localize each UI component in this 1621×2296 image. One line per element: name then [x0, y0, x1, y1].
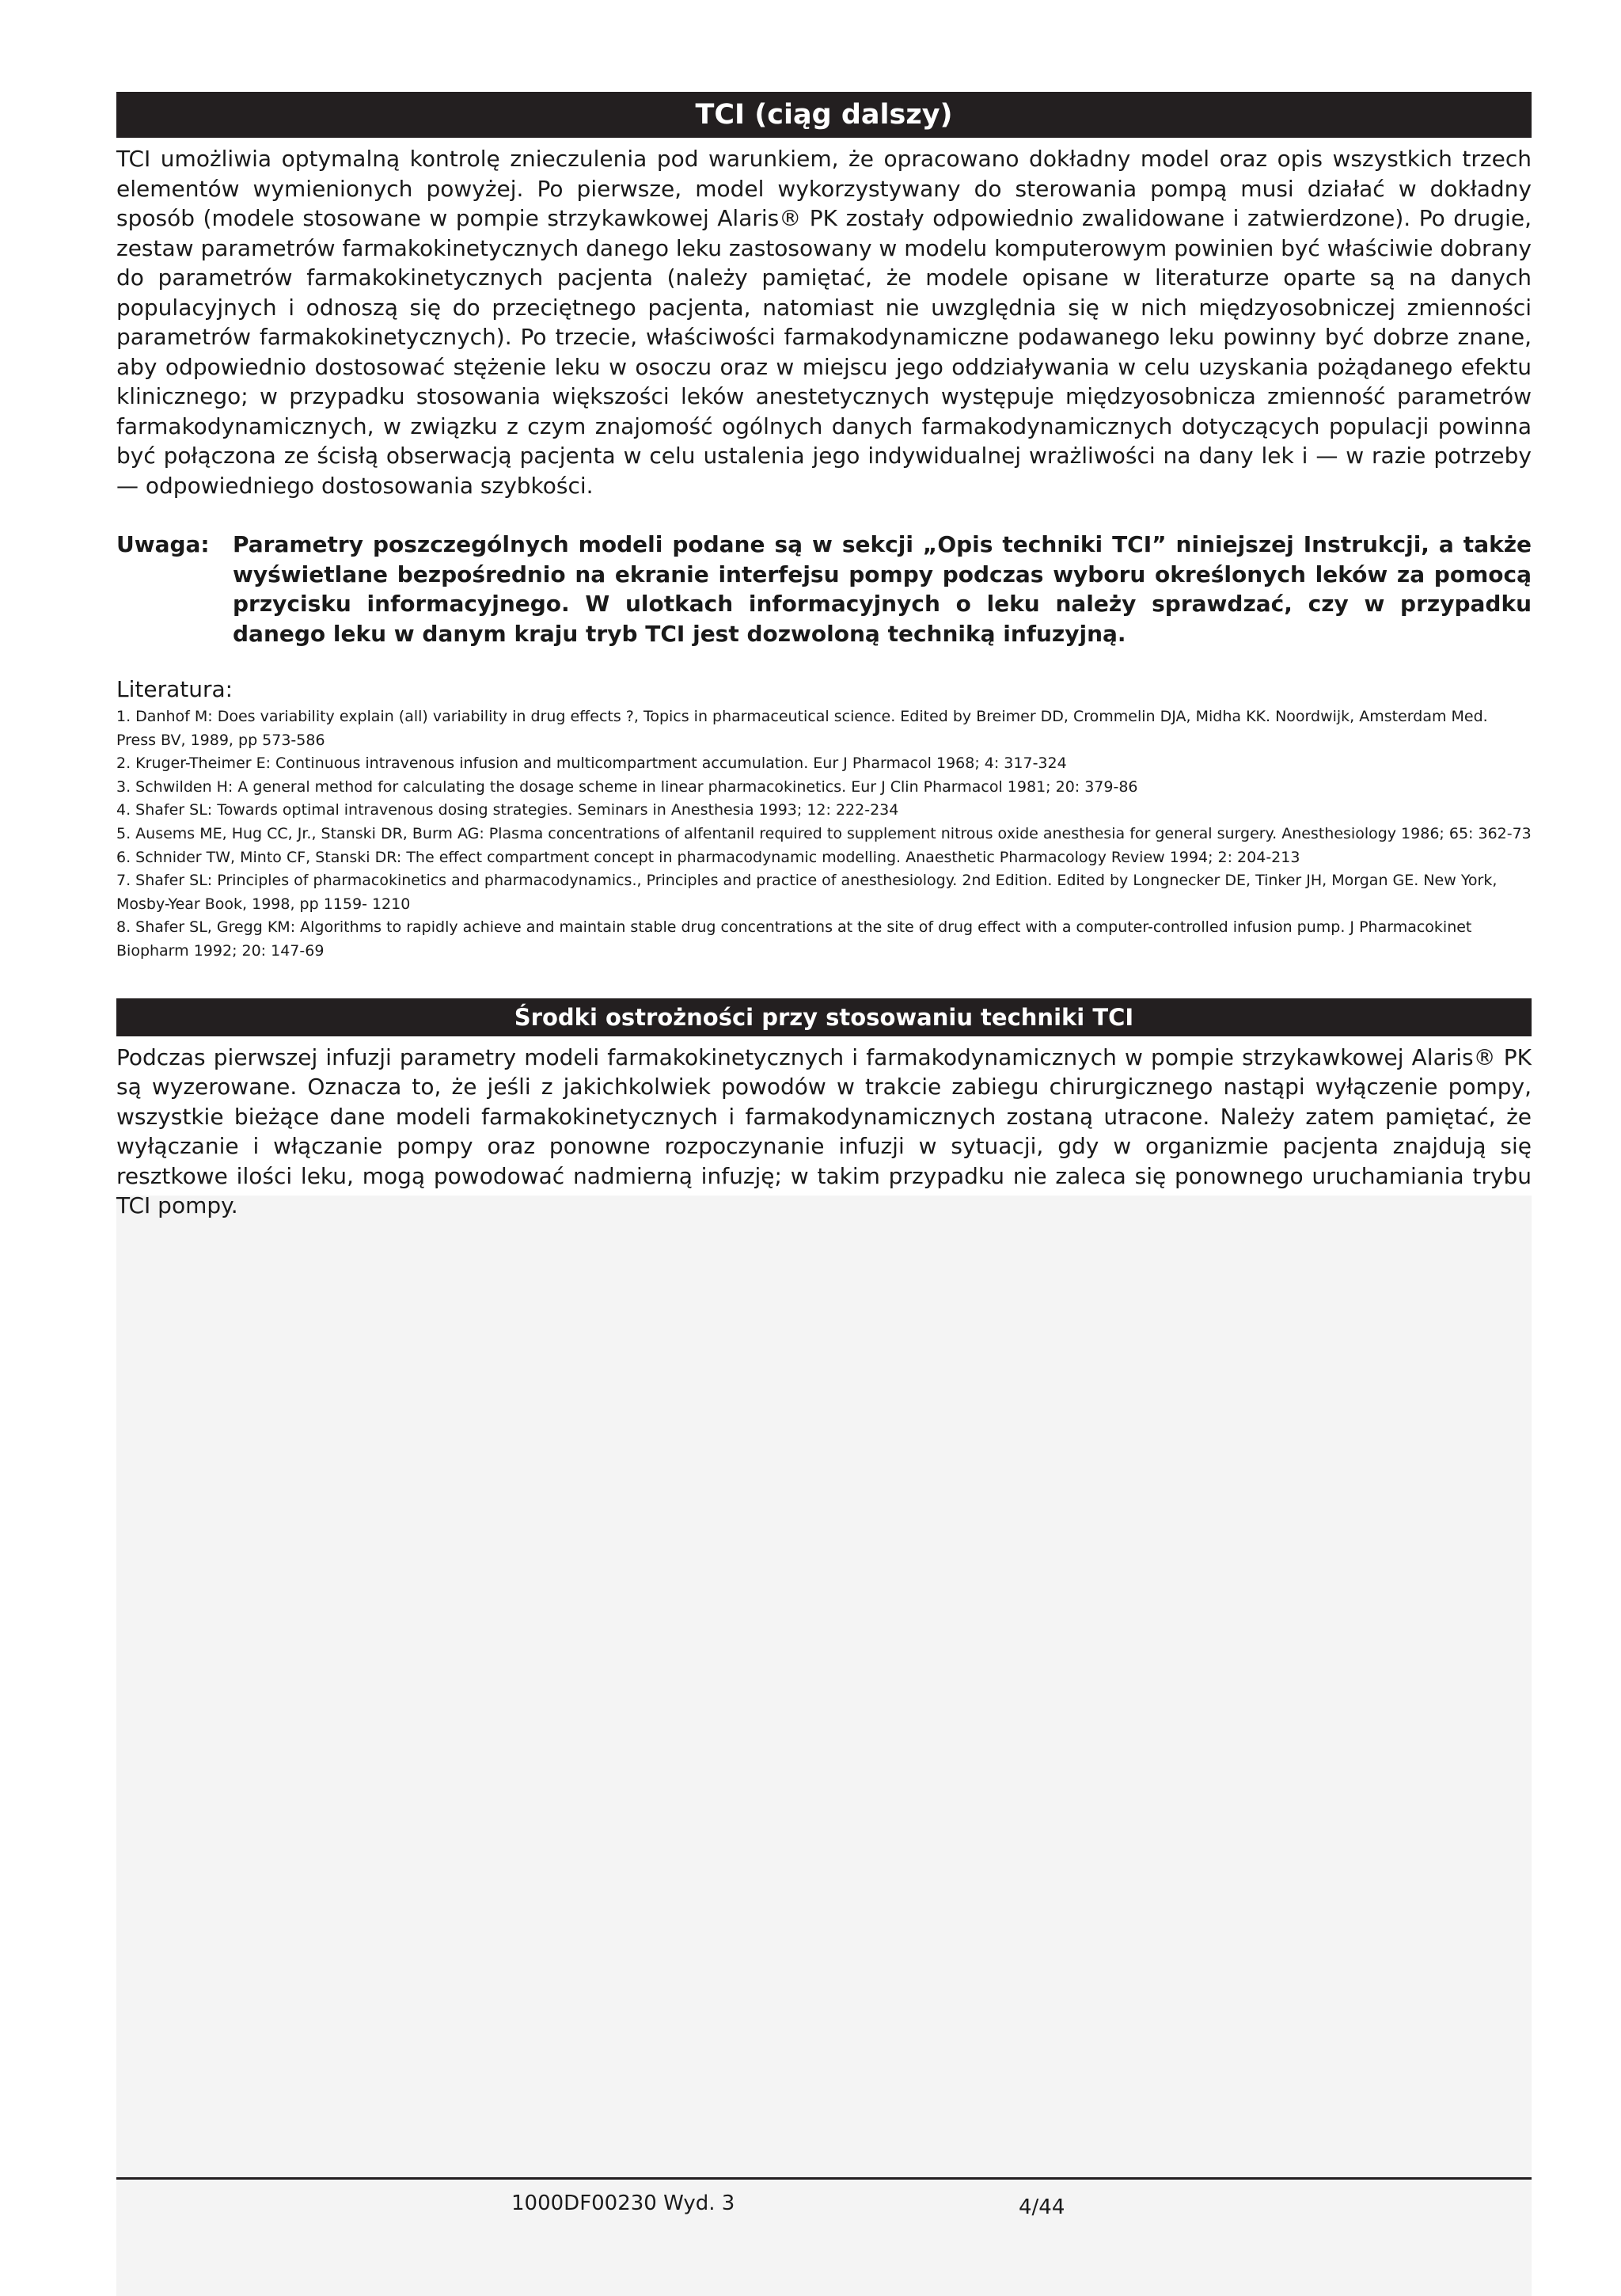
- footer-page-number: 4/44: [1019, 2195, 1065, 2219]
- page-content: [116, 92, 1532, 1221]
- references-heading: Literatura:: [116, 676, 233, 702]
- footer-document-id: 1000DF00230 Wyd. 3: [511, 2191, 735, 2215]
- note-text: Parametry poszczególnych modeli podane są w sekcji „Opis techniki TCI” niniejszej Instrukcji, a także wyświetlane bezpośrednio na ekranie interfejsu pompy podczas wyboru określonych leków za pomocą przycisku informacyjnego. W ulotkach informacyjnych o leku należy sprawdzać, czy w przypadku danego leku w danym kraju tryb TCI jest dozwoloną techniką infuzyjną.: [233, 531, 1532, 647]
- reference-item: 8. Shafer SL, Gregg KM: Algorithms to rapidly achieve and maintain stable drug concentrations at the site of drug effect with a computer-controlled infusion pump. J Pharmacokinet Biopharm 1992; 20: 147-69: [116, 918, 1472, 960]
- reference-item: 1. Danhof M: Does variability explain (all) variability in drug effects ?, Topics in pharmaceutical science. Edited by Breimer DD, Crommelin DJA, Midha KK. Noordwijk, Amsterdam Med. Press BV, 1989, pp 573-586: [116, 708, 1488, 749]
- section-title-precautions: Środki ostrożności przy stosowaniu techniki TCI: [116, 998, 1532, 1036]
- references-list: [116, 705, 1532, 964]
- tci-paragraph: TCI umożliwia optymalną kontrolę znieczulenia pod warunkiem, że opracowano dokładny model oraz opis wszystkich trzech elementów wymienionych powyżej. Po pierwsze, model wykorzystywany do sterowania pompą musi działać w dokładny sposób (modele stosowane w pompie strzykawkowej Alaris® PK zostały odpowiednio zwalidowane i zatwierdzone). Po drugie, zestaw parametrów farmakokinetycznych danego leku zastosowany w modelu komputerowym powinien być właściwie dobrany do parametrów farmakokinetycznych pacjenta (należy pamiętać, że modele opisane w literaturze oparte są na danych populacyjnych i odnoszą się do przeciętnego pacjenta, natomiast nie uwzględnia się w nich międzyosobniczej zmienności parametrów farmakokinetycznych). Po trzecie, właściwości farmakodynamiczne podawanego leku powinny być dobrze znane, aby odpowiednio dostosować stężenie leku w osoczu oraz w miejscu jego oddziaływania w celu uzyskania pożądanego efektu klinicznego; w przypadku stosowania większości leków anestetycznych występuje międzyosobnicza zmienność parametrów farmakodynamicznych, w związku z czym znajomość ogólnych danych farmakodynamicznych dotyczących populacji powinna być połączona ze ścisłą obserwacją pacjenta w celu ustalenia jego indywidualnej wrażliwości na dany lek i — w razie potrzeby — odpowiedniego dostosowania szybkości.: [116, 146, 1532, 499]
- precautions-paragraph: Podczas pierwszej infuzji parametry modeli farmakokinetycznych i farmakodynamicznych w pompie strzykawkowej Alaris® PK są wyzerowane. Oznacza to, że jeśli z jakichkolwiek powodów w trakcie zabiegu chirurgicznego nastąpi wyłączenie pompy, wszystkie bieżące dane modeli farmakokinetycznych i farmakodynamicznych zostaną utracone. Należy zatem pamiętać, że wyłączanie i włączanie pompy oraz ponowne rozpoczynanie infuzji w sytuacji, gdy w organizmie pacjenta znajdują się resztkowe ilości leku, mogą powodować nadmierną infuzję; w takim przypadku nie zaleca się ponownego uruchamiania trybu TCI pompy.: [116, 1043, 1532, 1219]
- reference-item: 6. Schnider TW, Minto CF, Stanski DR: The effect compartment concept in pharmacodynamic modelling. Anaesthetic Pharmacology Review 1994; 2: 204-213: [116, 848, 1300, 866]
- section-title-tci-continued: TCI (ciąg dalszy): [116, 92, 1532, 138]
- footer-divider: [116, 2177, 1532, 2180]
- reference-item: 7. Shafer SL: Principles of pharmacokinetics and pharmacodynamics., Principles and practice of anesthesiology. 2nd Edition. Edited by Longnecker DE, Tinker JH, Morgan GE. New York, Mosby-Year Book, 1998, pp 1159- 1210: [116, 872, 1498, 913]
- note-block: [116, 530, 1532, 648]
- reference-item: 5. Ausems ME, Hug CC, Jr., Stanski DR, Burm AG: Plasma concentrations of alfentanil required to supplement nitrous oxide anesthesia for general surgery. Anesthesiology 1986; 65: 362-73: [116, 824, 1532, 842]
- page-background-tint: [116, 1196, 1532, 2296]
- note-label: Uwaga:: [116, 531, 210, 557]
- reference-item: 4. Shafer SL: Towards optimal intravenous dosing strategies. Seminars in Anesthesia 1993; 12: 222-234: [116, 801, 899, 819]
- reference-item: 3. Schwilden H: A general method for calculating the dosage scheme in linear pharmacokinetics. Eur J Clin Pharmacol 1981; 20: 379-86: [116, 777, 1138, 796]
- reference-item: 2. Kruger-Theimer E: Continuous intravenous infusion and multicompartment accumulation. Eur J Pharmacol 1968; 4: 317-324: [116, 755, 1067, 773]
